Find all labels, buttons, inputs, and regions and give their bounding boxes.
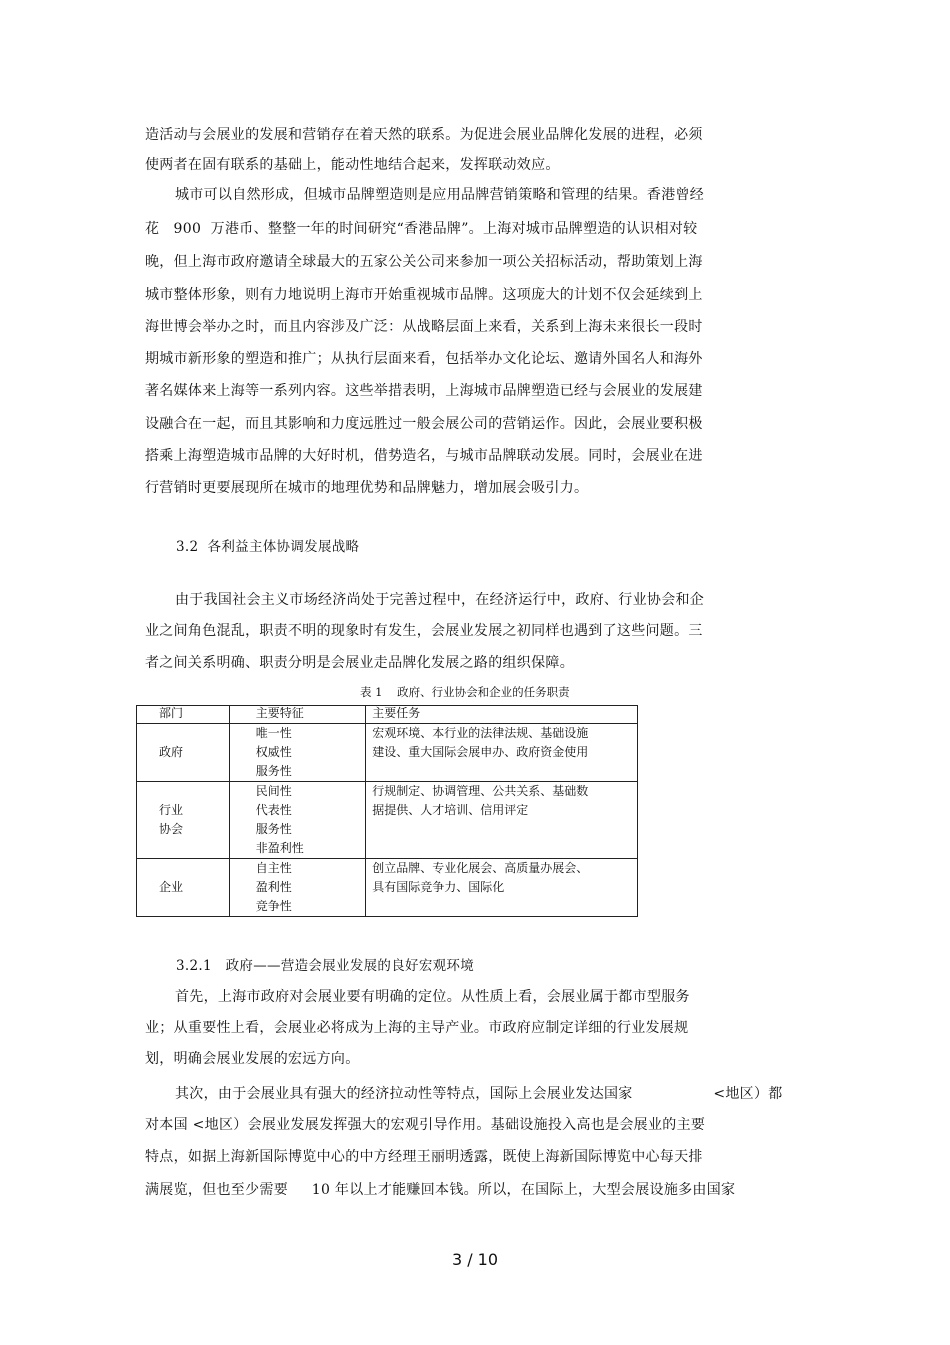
table-header-row (137, 706, 638, 724)
header-cell: 主要任务 (366, 706, 638, 724)
header-cell: 主要特征 (229, 706, 366, 724)
dept-cell: 政府 (137, 724, 230, 782)
tasks-cell: 创立品牌、专业化展会、高质量办展会、 具有国际竞争力、国际化 (366, 859, 638, 917)
section-heading: 3.2 各利益主体协调发展战略 (176, 539, 360, 555)
body-text-line: 业之间角色混乱，职责不明的现象时有发生，会展业发展之初同样也遇到了这些问题。三 (145, 623, 703, 639)
table-row (137, 724, 638, 782)
body-text-line: 者之间关系明确、职责分明是会展业走品牌化发展之路的组织保障。 (145, 655, 574, 671)
body-text-line: 首先，上海市政府对会展业要有明确的定位。从性质上看，会展业属于都市型服务 (175, 989, 690, 1005)
page-number: 3 / 10 (451, 1250, 499, 1269)
body-text-line: 城市可以自然形成，但城市品牌塑造则是应用品牌营销策略和管理的结果。香港曾经 (175, 187, 705, 203)
body-text-line: 使两者在固有联系的基础上，能动性地结合起来，发挥联动效应。 (145, 157, 560, 173)
dept-cell: 企业 (137, 859, 230, 917)
features-cell: 唯一性 权威性 服务性 (229, 724, 366, 782)
table-row (137, 782, 638, 859)
table-row (137, 859, 638, 917)
dept-cell: 行业 协会 (137, 782, 230, 859)
tasks-cell: 宏观环境、本行业的法律法规、基础设施 建设、重大国际会展申办、政府资金使用 (366, 724, 638, 782)
body-text-line: 业；从重要性上看，会展业必将成为上海的主导产业。市政府应制定详细的行业发展规 (145, 1020, 689, 1036)
body-text-line: 期城市新形象的塑造和推广；从执行层面来看，包括举办文化论坛、邀请外国名人和海外 (145, 351, 703, 367)
body-text-line: 行营销时更要展现所在城市的地理优势和品牌魅力，增加展会吸引力。 (145, 480, 589, 496)
body-text-line: 其次，由于会展业具有强大的经济拉动性等特点，国际上会展业发达国家 <地区）都 (175, 1086, 783, 1102)
features-cell: 自主性 盈利性 竞争性 (229, 859, 366, 917)
body-text-line: 海世博会举办之时，而且内容涉及广泛：从战略层面上来看，关系到上海未来很长一段时 (145, 319, 703, 335)
body-text-line: 晚，但上海市政府邀请全球最大的五家公关公司来参加一项公关招标活动，帮助策划上海 (145, 254, 703, 270)
body-text-line: 满展览，但也至少需要 10 年以上才能赚回本钱。所以，在国际上，大型会展设施多由国家 (145, 1182, 736, 1198)
body-text-line: 划，明确会展业发展的宏远方向。 (145, 1051, 360, 1067)
body-text-line: 城市整体形象，则有力地说明上海市开始重视城市品牌。这项庞大的计划不仅会延续到上 (145, 287, 703, 303)
body-text-line: 由于我国社会主义市场经济尚处于完善过程中，在经济运行中，政府、行业协会和企 (175, 592, 705, 608)
body-text-line: 造活动与会展业的发展和营销存在着天然的联系。为促进会展业品牌化发展的进程，必须 (145, 127, 703, 143)
features-cell: 民间性 代表性 服务性 非盈利性 (229, 782, 366, 859)
body-text-line: 搭乘上海塑造城市品牌的大好时机，借势造名，与城市品牌联动发展。同时，会展业在进 (145, 448, 703, 464)
body-text-line: 著名媒体来上海等一系列内容。这些举措表明，上海城市品牌塑造已经与会展业的发展建 (145, 383, 703, 399)
subsection-heading: 3.2.1 政府——营造会展业发展的良好宏观环境 (176, 958, 475, 974)
tasks-cell: 行规制定、协调管理、公共关系、基础数 据提供、人才培训、信用评定 (366, 782, 638, 859)
body-text-line: 设融合在一起，而且其影响和力度远胜过一般会展公司的营销运作。因此，会展业要积极 (145, 416, 703, 432)
header-cell: 部门 (137, 706, 230, 724)
body-text-line: 对本国 <地区）会展业发展发挥强大的宏观引导作用。基础设施投入高也是会展业的主要 (145, 1117, 706, 1133)
duties-table (136, 705, 638, 917)
body-text-line: 花 900 万港币、整整一年的时间研究“香港品牌”。上海对城市品牌塑造的认识相对较 (145, 221, 698, 237)
body-text-line: 特点，如据上海新国际博览中心的中方经理王丽明透露，既使上海新国际博览中心每天排 (145, 1149, 703, 1165)
table-caption: 表 1 政府、行业协会和企业的任务职责 (360, 685, 570, 699)
